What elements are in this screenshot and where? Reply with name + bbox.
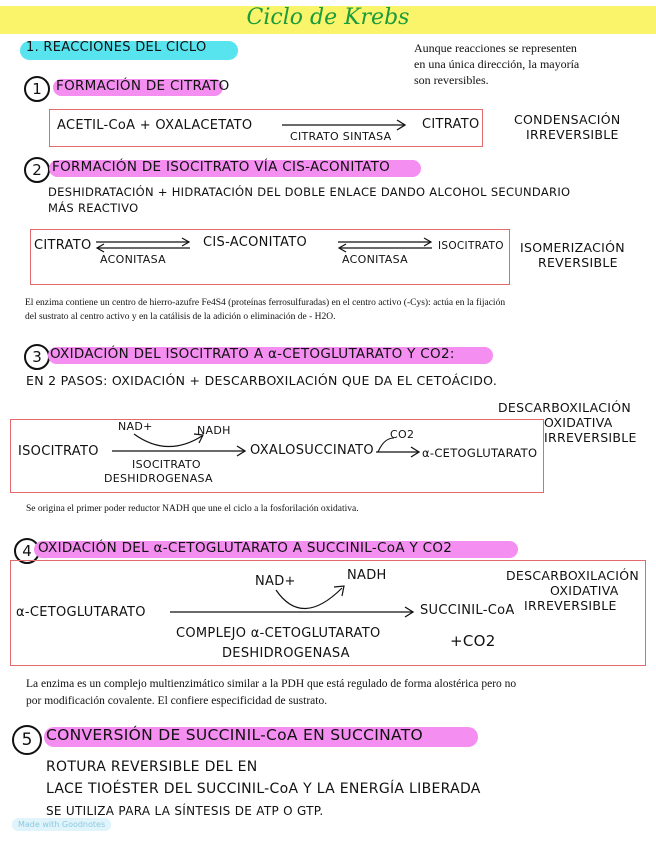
reaction-type-line: CONDENSACIÓN [514,112,621,127]
step-number: 3 [24,344,50,370]
byproduct: CO2 [390,428,415,441]
step-text [46,756,481,822]
goodnotes-watermark: Made with Goodnotes [12,818,111,831]
reaction-type-line: OXIDATIVA [544,415,613,430]
intermediate: OXALOSUCCINATO [250,443,374,458]
reaction-arrow [168,604,418,620]
step-title: FORMACIÓN DE ISOCITRATO VÍA CIS-ACONITATO [52,159,391,175]
step-note [26,676,646,710]
byproduct: +CO2 [450,632,496,650]
note-line: por modificación covalente. El confiere especificidad de sustrato. [26,695,328,707]
note-line: del sustrato al centro activo y en la catálisis de la adición o eliminación de - H2O. [25,312,336,322]
reaction-type-line: DESCARBOXILACIÓN [498,400,632,415]
step-subtitle: EN 2 PASOS: OXIDACIÓN + DESCARBOXILACIÓN QUE DA EL CETOÁCIDO. [26,373,498,388]
page-title: Ciclo de Krebs [246,5,410,30]
cofactor-in: NAD+ [118,420,153,433]
reaction-type-line: IRREVERSIBLE [524,598,617,613]
text-line: SE UTILIZA PARA LA SÍNTESIS DE ATP O GTP. [46,804,324,818]
step-subtitle [48,184,570,216]
intro-note-line: son reversibles. [414,73,489,87]
text-line: LACE TIOÉSTER DEL SUCCINIL-CoA Y LA ENERGÍA LIBERADA [46,781,481,797]
step-title: OXIDACIÓN DEL ISOCITRATO A α-CETOGLUTARATO Y CO2: [50,346,455,362]
enzyme-label: ACONITASA [100,253,166,266]
intro-note-line: en una única dirección, la mayoría [414,57,580,71]
enzyme-line: COMPLEJO α-CETOGLUTARATO [176,626,381,641]
subtitle-line: DESHIDRATACIÓN + HIDRATACIÓN DEL DOBLE ENLACE DANDO ALCOHOL SECUNDARIO [48,185,571,199]
enzyme-label [104,458,213,486]
intro-note-line: Aunque reacciones se representen [414,41,577,55]
reaction-type-line: IRREVERSIBLE [526,127,619,142]
product: α-CETOGLUTARATO [422,446,538,460]
reaction-type-line: REVERSIBLE [538,255,618,270]
note-line: El enzima contiene un centro de hierro-azufre Fe4S4 (proteínas ferrosulfuradas) en el centro activo (-Cys): actúa en la fijación [25,298,506,308]
substrate: CITRATO [34,238,92,253]
cofactor-out: NADH [347,568,387,583]
enzyme-label [176,624,381,664]
cofactor-out: NADH [197,424,231,437]
reaction-type-line: DESCARBOXILACIÓN [506,568,640,583]
equilibrium-arrow [336,236,436,254]
step-title: OXIDACIÓN DEL α-CETOGLUTARATO A SUCCINIL-CoA Y CO2 [38,540,453,556]
enzyme-line: DESHIDROGENASA [104,472,213,485]
product: SUCCINIL-CoA [420,603,515,618]
subtitle-line: MÁS REACTIVO [48,201,139,215]
reaction-type [514,112,621,142]
product: CITRATO [422,117,480,132]
step-note [25,296,645,324]
step-note: Se origina el primer poder reductor NADH que une el ciclo a la fosforilación oxidativa. [26,504,359,514]
equilibrium-arrow [94,236,194,254]
reactants: ACETIL-CoA + OXALACETATO [57,118,253,133]
substrate: α-CETOGLUTARATO [16,605,146,620]
enzyme-label: CITRATO SINTASA [290,130,392,143]
enzyme-line: DESHIDROGENASA [222,646,350,661]
intermediate: CIS-ACONITATO [203,235,307,250]
enzyme-label: ACONITASA [342,253,408,266]
enzyme-line: ISOCITRATO [132,458,201,471]
reaction-type-line: OXIDATIVA [550,583,619,598]
substrate: ISOCITRATO [18,444,99,459]
product: ISOCITRATO [438,240,504,252]
step-title: CONVERSIÓN DE SUCCINIL-CoA EN SUCCINATO [46,726,424,744]
step-title: FORMACIÓN DE CITRATO [56,78,230,94]
text-line: ROTURA REVERSIBLE DEL EN [46,759,258,775]
cofactor-in: NAD+ [255,574,296,589]
reaction-type-line: ISOMERIZACIÓN [520,240,625,255]
step-number: 4 [14,538,40,564]
reaction-type [506,568,639,613]
reaction-type [520,240,625,270]
step-number: 5 [12,725,42,755]
reaction-type-line: IRREVERSIBLE [544,430,637,445]
reaction-arrow [280,112,410,132]
note-line: La enzima es un complejo multienzimático similar a la PDH que está regulado de forma alostérica pero no [26,678,517,690]
step-number: 1 [24,76,50,102]
intro-note [414,40,579,88]
section-heading: 1. REACCIONES DEL CICLO [26,40,207,55]
step-number: 2 [24,157,50,183]
reaction-arrow [110,444,250,458]
